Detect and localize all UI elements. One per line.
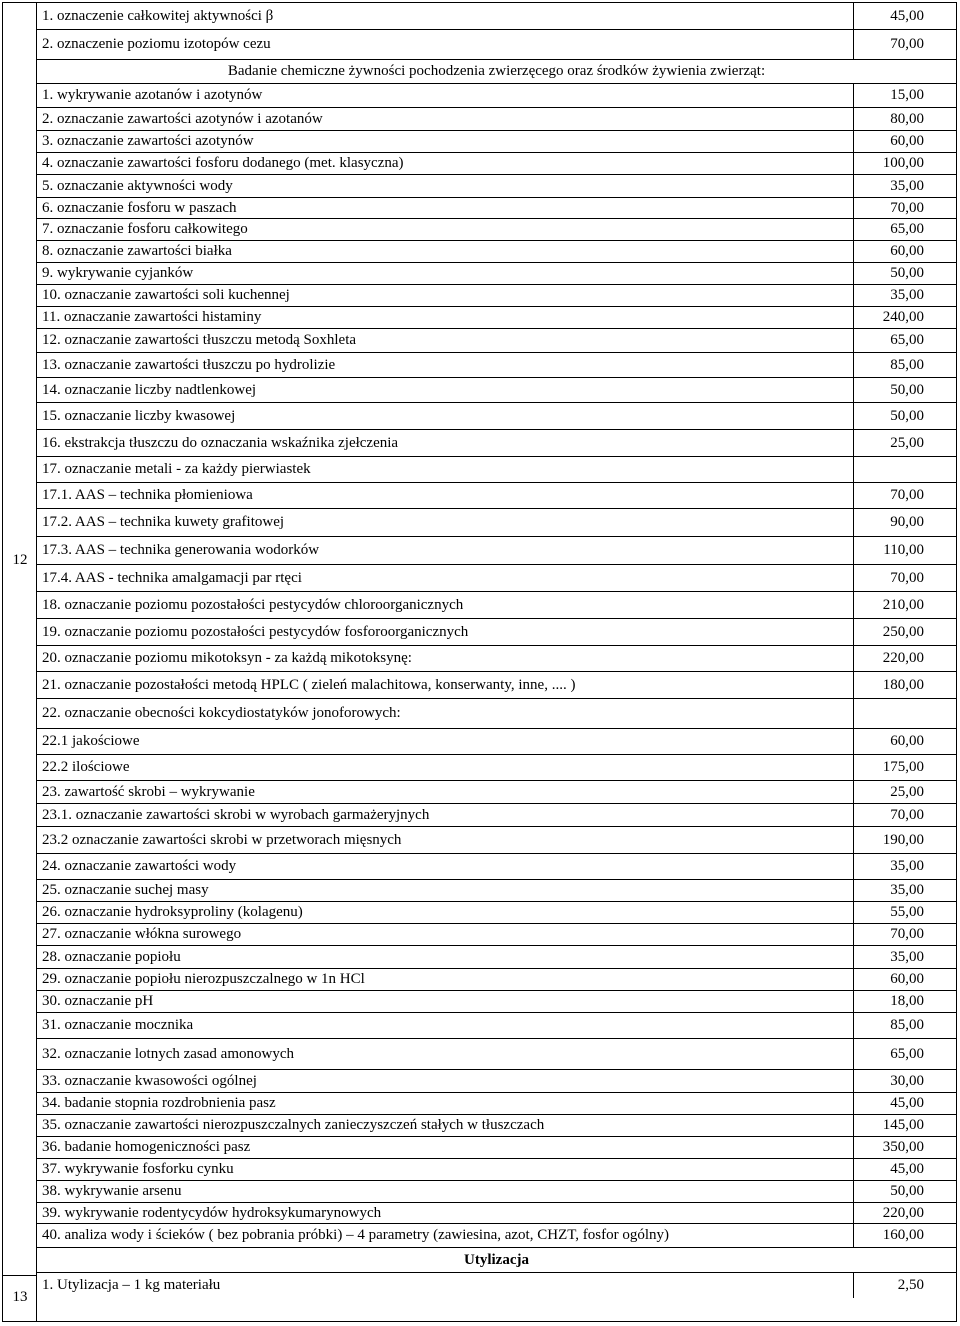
- item-price: 35,00: [890, 858, 924, 874]
- item-label: 4. oznaczanie zawartości fosforu dodanego (met. klasyczna): [42, 155, 404, 171]
- table-row: [37, 219, 956, 241]
- price-column-divider: [853, 457, 854, 482]
- item-label: 23.1. oznaczanie zawartości skrobi w wyrobach garmażeryjnych: [42, 806, 430, 823]
- item-price: 220,00: [882, 650, 924, 666]
- item-price: 50,00: [890, 381, 924, 398]
- item-label: 8. oznaczanie zawartości białka: [42, 243, 232, 259]
- item-price: 70,00: [890, 926, 924, 942]
- item-label: 36. badanie homogeniczności pasz: [42, 1139, 251, 1155]
- table-row: [37, 1203, 956, 1224]
- table-row: [37, 3, 956, 30]
- price-column-divider: [853, 969, 854, 990]
- item-price: 190,00: [882, 831, 924, 848]
- table-row: [37, 509, 956, 537]
- price-column-divider: [853, 84, 854, 107]
- table-row: [37, 592, 956, 619]
- price-column-divider: [853, 30, 854, 59]
- item-label: 16. ekstrakcja tłuszczu do oznaczania wskaźnika zjełczenia: [42, 434, 399, 451]
- item-price: 220,00: [882, 1204, 924, 1221]
- item-label: 24. oznaczanie zawartości wody: [42, 858, 237, 874]
- price-column-divider: [853, 804, 854, 826]
- heading-label: Badanie chemiczne żywności pochodzenia zwierzęcego oraz środków żywienia zwierząt:: [227, 63, 766, 79]
- item-label: 5. oznaczanie aktywności wody: [42, 177, 233, 194]
- item-price: 70,00: [890, 36, 924, 52]
- price-column-divider: [853, 1070, 854, 1092]
- price-column-divider: [853, 729, 854, 754]
- item-label: 23.2 oznaczanie zawartości skrobi w przetworach mięsnych: [42, 831, 402, 848]
- table-row: [37, 175, 956, 198]
- price-column-divider: [853, 1203, 854, 1223]
- item-label: 33. oznaczanie kwasowości ogólnej: [42, 1072, 257, 1089]
- item-price: 85,00: [890, 1017, 924, 1033]
- table-row: [37, 946, 956, 969]
- item-label: 1. Utylizacja – 1 kg materiału: [42, 1277, 221, 1293]
- price-column-divider: [853, 1093, 854, 1114]
- price-column-divider: [853, 991, 854, 1012]
- section-number-13: 13: [12, 1289, 28, 1305]
- item-price: 180,00: [882, 676, 924, 693]
- item-price: 45,00: [890, 7, 924, 24]
- item-label: 23. zawartość skrobi – wykrywanie: [42, 783, 255, 800]
- item-price: 50,00: [890, 407, 924, 424]
- item-label: 2. oznaczenie poziomu izotopów cezu: [42, 36, 271, 52]
- item-label: 13. oznaczanie zawartości tłuszczu po hydrolizie: [42, 356, 336, 373]
- item-label: 32. oznaczanie lotnych zasad amonowych: [42, 1045, 294, 1062]
- price-column-divider: [853, 430, 854, 456]
- table-row: [37, 619, 956, 646]
- item-price: 65,00: [890, 221, 924, 237]
- item-price: 175,00: [882, 759, 924, 775]
- price-column-divider: [853, 219, 854, 240]
- item-price: 60,00: [890, 243, 924, 259]
- price-column-divider: [853, 285, 854, 306]
- price-column-divider: [853, 699, 854, 728]
- item-price: 55,00: [890, 904, 924, 920]
- item-label: 37. wykrywanie fosforku cynku: [42, 1161, 234, 1177]
- item-price: 25,00: [890, 434, 924, 451]
- price-column-divider: [853, 672, 854, 698]
- table-row: [37, 1013, 956, 1039]
- price-column-divider: [853, 1159, 854, 1180]
- price-column-divider: [853, 781, 854, 803]
- price-column-divider: [853, 592, 854, 618]
- item-price: 60,00: [890, 133, 924, 149]
- item-price: 25,00: [890, 783, 924, 800]
- item-label: 25. oznaczanie suchej masy: [42, 882, 209, 898]
- price-column-divider: [853, 307, 854, 328]
- item-price: 80,00: [890, 110, 924, 127]
- table-row: [37, 537, 956, 565]
- item-label: 17.1. AAS – technika płomieniowa: [42, 487, 253, 503]
- price-column-divider: [853, 3, 854, 29]
- price-column-divider: [853, 946, 854, 968]
- table-row: [37, 241, 956, 263]
- table-row: [37, 1115, 956, 1137]
- item-price: 160,00: [882, 1227, 924, 1243]
- section-number-12: 12: [12, 552, 28, 568]
- item-label: 17.3. AAS – technika generowania wodorków: [42, 542, 320, 558]
- price-column-divider: [853, 241, 854, 262]
- table-row: [37, 403, 956, 430]
- item-label: 11. oznaczanie zawartości histaminy: [42, 309, 262, 325]
- item-price: 145,00: [882, 1117, 924, 1133]
- item-label: 22.2 ilościowe: [42, 759, 130, 775]
- item-price: 50,00: [890, 265, 924, 281]
- item-label: 17. oznaczanie metali - za każdy pierwiastek: [42, 461, 311, 477]
- price-column-divider: [853, 1181, 854, 1202]
- price-column-divider: [853, 263, 854, 284]
- price-column-divider: [853, 1013, 854, 1038]
- table-row: [37, 804, 956, 827]
- table-row: [37, 483, 956, 509]
- item-label: 20. oznaczanie poziomu mikotoksyn - za każdą mikotoksynę:: [42, 650, 412, 666]
- item-label: 3. oznaczanie zawartości azotynów: [42, 133, 254, 149]
- price-column-divider: [853, 509, 854, 536]
- table-row: [37, 1137, 956, 1159]
- heading-label: Utylizacja: [464, 1251, 529, 1268]
- table-row: [37, 353, 956, 378]
- item-label: 1. wykrywanie azotanów i azotynów: [42, 87, 263, 103]
- item-label: 18. oznaczanie poziomu pozostałości pestycydów chloroorganicznych: [42, 596, 464, 613]
- item-price: 45,00: [890, 1095, 924, 1111]
- item-price: 2,50: [897, 1277, 924, 1293]
- table-row: [37, 1273, 956, 1298]
- price-column-divider: [853, 1224, 854, 1247]
- price-column-divider: [853, 902, 854, 923]
- price-table: [2, 2, 957, 1322]
- section-divider: [3, 1275, 37, 1276]
- item-price: 50,00: [890, 1183, 924, 1199]
- item-label: 19. oznaczanie poziomu pozostałości pestycydów fosforoorganicznych: [42, 623, 469, 640]
- item-price: 250,00: [882, 623, 924, 640]
- item-label: 21. oznaczanie pozostałości metodą HPLC ( zieleń malachitowa, konserwanty, inne, .... ): [42, 676, 576, 693]
- item-label: 38. wykrywanie arsenu: [42, 1183, 182, 1199]
- item-label: 29. oznaczanie popiołu nierozpuszczalnego w 1n HCl: [42, 971, 365, 987]
- price-column-divider: [853, 1039, 854, 1069]
- section-number-column: [3, 3, 37, 1321]
- table-row: [37, 1093, 956, 1115]
- table-row: [37, 729, 956, 755]
- price-column-divider: [853, 924, 854, 945]
- table-row: [37, 1224, 956, 1248]
- item-label: 14. oznaczanie liczby nadtlenkowej: [42, 381, 257, 398]
- table-row: [37, 854, 956, 880]
- price-column-divider: [853, 827, 854, 853]
- section-heading: [37, 60, 956, 84]
- table-row: [37, 969, 956, 991]
- table-row: [37, 902, 956, 924]
- price-column-divider: [853, 198, 854, 218]
- item-label: 1. oznaczenie całkowitej aktywności β: [42, 7, 274, 24]
- item-price: 35,00: [890, 882, 924, 898]
- table-row: [37, 108, 956, 131]
- section-heading: [37, 1248, 956, 1273]
- table-row: [37, 991, 956, 1013]
- price-column-divider: [853, 537, 854, 564]
- item-price: 90,00: [890, 514, 924, 530]
- table-row: [37, 198, 956, 219]
- price-column-divider: [853, 403, 854, 429]
- price-column-divider: [853, 880, 854, 901]
- item-label: 9. wykrywanie cyjanków: [42, 265, 194, 281]
- table-row: [37, 378, 956, 403]
- item-label: 10. oznaczanie zawartości soli kuchennej: [42, 287, 290, 303]
- item-price: 65,00: [890, 332, 924, 348]
- item-label: 7. oznaczanie fosforu całkowitego: [42, 221, 248, 237]
- table-row: [37, 781, 956, 804]
- table-row: [37, 1181, 956, 1203]
- table-row: [37, 84, 956, 108]
- table-row: [37, 131, 956, 153]
- table-row: [37, 307, 956, 329]
- item-label: 17.2. AAS – technika kuwety grafitowej: [42, 514, 285, 530]
- table-row: [37, 457, 956, 483]
- item-label: 28. oznaczanie popiołu: [42, 948, 181, 965]
- item-price: 350,00: [882, 1139, 924, 1155]
- item-price: 30,00: [890, 1072, 924, 1089]
- item-price: 110,00: [883, 542, 924, 558]
- item-price: 70,00: [890, 806, 924, 823]
- item-label: 6. oznaczanie fosforu w paszach: [42, 199, 237, 216]
- table-row: [37, 880, 956, 902]
- item-label: 2. oznaczanie zawartości azotynów i azotanów: [42, 110, 323, 127]
- item-price: 70,00: [890, 569, 924, 586]
- price-column-divider: [853, 854, 854, 879]
- item-label: 27. oznaczanie włókna surowego: [42, 926, 242, 942]
- price-column-divider: [853, 131, 854, 152]
- item-label: 17.4. AAS - technika amalgamacji par rtęci: [42, 569, 302, 586]
- table-row: [37, 285, 956, 307]
- table-row: [37, 646, 956, 672]
- price-column-divider: [853, 175, 854, 197]
- item-price: 45,00: [890, 1161, 924, 1177]
- price-column-divider: [853, 378, 854, 402]
- table-row: [37, 153, 956, 175]
- table-row: [37, 30, 956, 60]
- item-label: 31. oznaczanie mocznika: [42, 1017, 194, 1033]
- price-column-divider: [853, 646, 854, 671]
- item-label: 35. oznaczanie zawartości nierozpuszczalnych zanieczyszczeń stałych w tłuszczach: [42, 1117, 545, 1133]
- table-row: [37, 1039, 956, 1070]
- price-column-divider: [853, 755, 854, 780]
- table-row: [37, 827, 956, 854]
- price-column-divider: [853, 108, 854, 130]
- price-column-divider: [853, 329, 854, 352]
- table-row: [37, 1070, 956, 1093]
- item-price: 100,00: [882, 155, 924, 171]
- price-column-divider: [853, 1115, 854, 1136]
- item-label: 39. wykrywanie rodentycydów hydroksykumarynowych: [42, 1204, 382, 1221]
- item-label: 40. analiza wody i ścieków ( bez pobrania próbki) – 4 parametry (zawiesina, azot, CHZT, fosfor ogólny): [42, 1227, 670, 1243]
- price-column-divider: [853, 1137, 854, 1158]
- table-row: [37, 755, 956, 781]
- item-price: 15,00: [890, 87, 924, 103]
- item-price: 18,00: [890, 993, 924, 1009]
- item-label: 34. badanie stopnia rozdrobnienia pasz: [42, 1095, 276, 1111]
- item-price: 70,00: [890, 199, 924, 216]
- table-row: [37, 924, 956, 946]
- item-price: 70,00: [890, 487, 924, 503]
- table-row: [37, 329, 956, 353]
- item-price: 240,00: [882, 309, 924, 325]
- item-price: 60,00: [890, 971, 924, 987]
- item-price: 210,00: [882, 596, 924, 613]
- item-label: 26. oznaczanie hydroksyproliny (kolagenu): [42, 904, 303, 920]
- item-price: 35,00: [890, 948, 924, 965]
- price-column-divider: [853, 153, 854, 174]
- price-column-divider: [853, 1273, 854, 1298]
- price-column-divider: [853, 565, 854, 591]
- price-column-divider: [853, 619, 854, 645]
- price-column-divider: [853, 353, 854, 377]
- item-price: 85,00: [890, 356, 924, 373]
- table-row: [37, 1159, 956, 1181]
- item-price: 65,00: [890, 1045, 924, 1062]
- table-row: [37, 672, 956, 699]
- item-price: 35,00: [890, 177, 924, 194]
- table-row: [37, 430, 956, 457]
- item-price: 60,00: [890, 733, 924, 749]
- item-price: 35,00: [890, 287, 924, 303]
- item-label: 15. oznaczanie liczby kwasowej: [42, 407, 236, 424]
- table-row: [37, 263, 956, 285]
- item-label: 22. oznaczanie obecności kokcydiostatyków jonoforowych:: [42, 705, 401, 721]
- item-label: 22.1 jakościowe: [42, 733, 140, 749]
- table-row: [37, 699, 956, 729]
- table-row: [37, 565, 956, 592]
- item-label: 30. oznaczanie pH: [42, 993, 154, 1009]
- price-column-divider: [853, 483, 854, 508]
- item-label: 12. oznaczanie zawartości tłuszczu metodą Soxhleta: [42, 332, 357, 348]
